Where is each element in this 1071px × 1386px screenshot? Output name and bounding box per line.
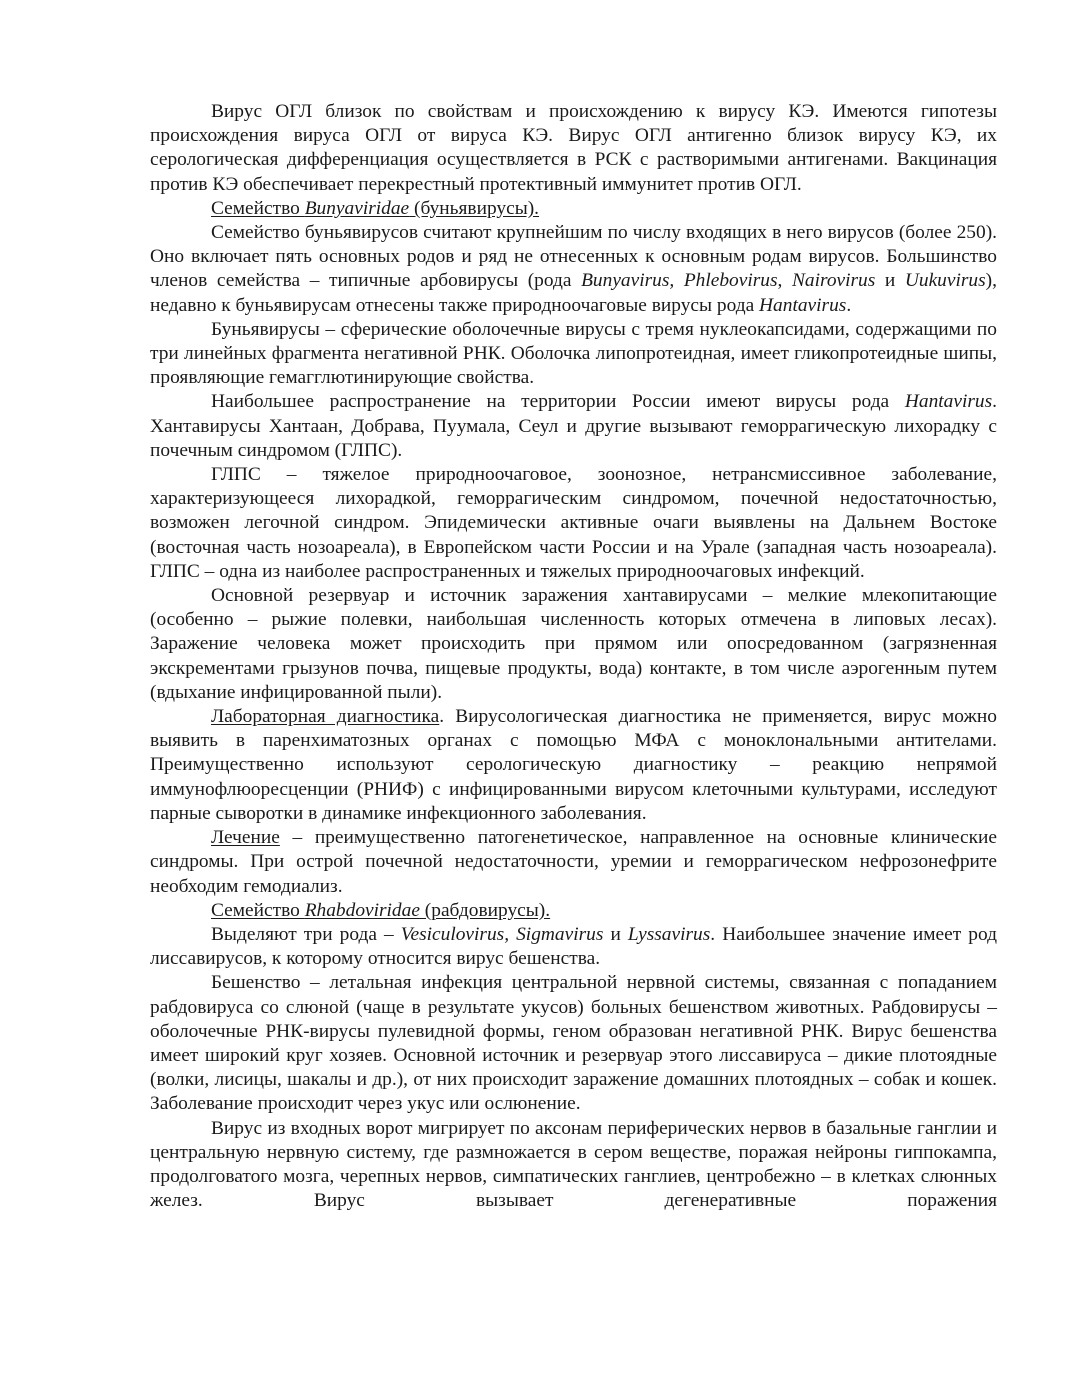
genus-name: Hantavirus xyxy=(759,294,847,316)
text-segment: – преимущественно патогенетическое, направленное на основные клинические синдромы. При острой почечной недостаточности, уремии и геморрагическом нефрозонефрите необходим гемодиализ. xyxy=(150,827,997,897)
text-segment: . xyxy=(846,294,852,316)
lab-diagnostics-label: Лабораторная диагностика xyxy=(211,706,440,728)
paragraph-rabies: Бешенство – летальная инфекция центральной нервной системы, связанная с попаданием рабдовируса со слюной (чаще в результате укусов) больных бешенством животных. Рабдовирусы – оболочечные РНК-вирусы пулевидной формы, геном образован негативной РНК. Вирус бешенства имеет широкий круг хозяев. Основной источник и резервуар этого лиссавируса – дикие плотоядные (волки, лисицы, шакалы и др.), от них происходит заражение домашних плотоядных – собак и кошек. Заболевание происходит через укус или ослюнение. xyxy=(150,972,997,1115)
paragraph-glps: ГЛПС – тяжелое природноочаговое, зоонозное, нетрансмиссивное заболевание, характеризующееся лихорадкой, геморрагическим синдромом, почечной недостаточностью, возможен легочной синдром. Эпидемически активные очаги выявлены на Дальнем Востоке (восточная часть нозоареала), в Европейском части России и на Урале (западная часть нозоареала). ГЛПС – одна из наиболее распространенных и тяжелых природноочаговых инфекций. xyxy=(150,464,997,582)
heading-rhabdoviridae-text xyxy=(211,900,550,921)
text-segment: и xyxy=(603,923,628,945)
paragraph-reservoir: Основной резервуар и источник заражения хантавирусами – мелкие млекопитающие (особенно – рыжие полевки, наибольшая численность которых отмечена в липовых лесах). Заражение человека может происходить при прямом или опосредованном (загрязненная экскрементами грызунов почва, пищевые продукты, вода) контакте, в том числе аэрогенным путем (вдыхание инфицированной пыли). xyxy=(150,585,997,703)
text-segment: и xyxy=(875,270,905,292)
paragraph-bunya-family xyxy=(150,221,997,318)
genus-name: Nairovirus xyxy=(791,270,876,292)
text-segment: . Наибольшее значение имеет род лиссавирусов, к которому относится вирус бешенства. xyxy=(150,923,997,970)
genus-name: Lyssavirus xyxy=(627,923,711,945)
genus-name: Uukuvirus xyxy=(904,270,986,292)
text-segment: Наибольшее распространение на территории России имеют вирусы рода xyxy=(211,391,905,413)
heading-prefix: Семейство xyxy=(211,899,305,921)
paragraph-hantavirus xyxy=(150,390,997,463)
treatment-label: Лечение xyxy=(211,827,280,849)
heading-suffix: (рабдовирусы). xyxy=(419,899,551,921)
text-segment: Выделяют три рода – xyxy=(211,923,401,945)
text-segment: . Вирусологическая диагностика не применяется, вирус можно выявить в паренхиматозных органах с помощью МФА с моноклональными антителами. Преимущественно используют серологическую диагностику – реакцию непрямой иммунофлюоресценции (РНИФ) с инфицированными вирусом клеточными культурами, исследуют парные сыворотки в динамике инфекционного заболевания. xyxy=(150,706,997,824)
heading-prefix: Семейство xyxy=(211,197,305,219)
paragraph-lab-diagnostics xyxy=(150,705,997,826)
heading-bunyaviridae-text xyxy=(211,198,539,219)
text-segment: . Хантавирусы Хантаан, Добрава, Пуумала, Сеул и другие вызывают геморрагическую лихорадку с почечным синдромом (ГЛПС). xyxy=(150,391,997,461)
genus-name: Hantavirus xyxy=(904,391,993,413)
heading-suffix: (буньявирусы). xyxy=(409,197,540,219)
text-segment: , xyxy=(777,270,792,292)
heading-bunyaviridae xyxy=(150,197,997,221)
family-name: Rhabdoviridae xyxy=(304,899,420,921)
family-name: Bunyaviridae xyxy=(304,197,410,219)
text-segment: Семейство буньявирусов считают крупнейшим по числу входящих в него вирусов (более 250). Оно включает пять основных родов и ряд не отнесенных к основным родам вирусов. Большинство членов семейства – типичные арбовирусы (рода xyxy=(150,222,997,292)
paragraph-rabies-pathogenesis: Вирус из входных ворот мигрирует по аксонам периферических нервов в базальные ганглии и центральную нервную систему, где размножается в сером веществе, поражая нейроны гиппокампа, продолговатого мозга, черепных нервов, симпатических ганглиев, центробежно – в клетках слюнных желез. Вирус вызывает дегенеративные поражения xyxy=(150,1117,997,1212)
document-page xyxy=(150,100,997,1213)
paragraph-rhabdo-genera xyxy=(150,923,997,971)
paragraph-treatment xyxy=(150,826,997,899)
text-segment: ), недавно к буньявирусам отнесены также природноочаговые вирусы рода xyxy=(150,270,997,316)
genus-name: Bunyavirus, Phlebovirus xyxy=(581,270,778,292)
paragraph-ogl: Вирус ОГЛ близок по свойствам и происхождению к вирусу КЭ. Имеются гипотезы происхождения вируса ОГЛ от вируса КЭ. Вирус ОГЛ антигенно близок вирусу КЭ, их серологическая дифференциация осуществляется в РСК с растворимыми антигенами. Вакцинация против КЭ обеспечивает перекрестный протективный иммунитет против ОГЛ. xyxy=(150,101,997,195)
heading-rhabdoviridae xyxy=(150,899,997,923)
paragraph-bunya-structure: Буньявирусы – сферические оболочечные вирусы с тремя нуклеокапсидами, содержащими по три линейных фрагмента негативной РНК. Оболочка липопротеидная, имеет гликопротеидные шипы, проявляющие гемагглютинирующие свойства. xyxy=(150,318,997,389)
genus-name: Vesiculovirus, Sigmavirus xyxy=(400,923,604,945)
